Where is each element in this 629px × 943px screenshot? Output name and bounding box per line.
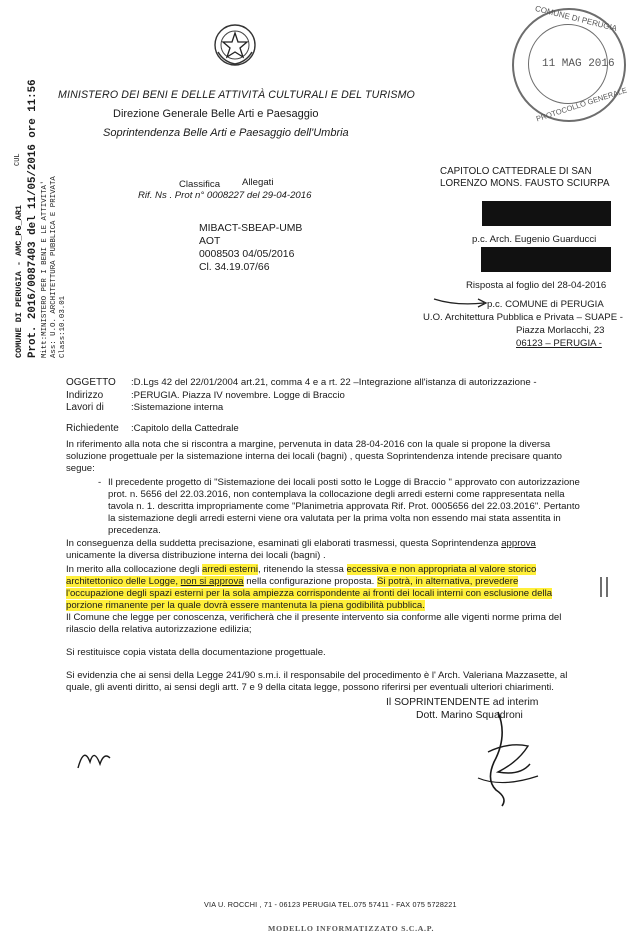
directorate-name: Direzione Generale Belle Arti e Paesaggio [113,108,319,120]
side-stamp-line-5: Class:10.03.01 [59,295,67,358]
merit-1d-highlight: eccessiva e non appropriata al valore storico [346,564,537,575]
allegati-label: Allegati [242,177,274,188]
margin-marks-icon [598,576,612,598]
ministry-name: MINISTERO DEI BENI E DELLE ATTIVITÀ CULTURALI E DEL TURISMO [58,89,415,101]
republic-emblem-icon [212,22,258,68]
merit-4-highlight: porzione rimanente per la quale dovrà essere mantenuta la piena godibilità pubblica. [66,600,425,611]
side-stamp-line-1: COMUNE DI PERUGIA - AMC_PG_AR1 [14,204,24,358]
initials-mark-icon [74,742,114,772]
body-p3-line2: rilascio della relativa autorizzazione edilizia; [66,624,252,635]
signatory-title: Il SOPRINTENDENTE ad interim [386,697,539,708]
reply-reference: Risposta al foglio del 28-04-2016 [466,280,607,291]
cc-architect: p.c. Arch. Eugenio Guarducci [472,234,597,245]
approva-word: approva [501,538,536,549]
merit-2b-highlight: non si approva [180,576,244,587]
merit-line-2 [66,576,518,587]
recipient-office: U.O. Architettura Pubblica e Privata – SUAPE - [423,312,623,323]
bullet-line-4: la sistemazione degli arredi esterni viene ora valutata per la prima volta non essendo mai stata assentita in [108,513,561,524]
bullet-line-3: tavola n. 1. descritta impropriamente come "Planimetria approvata Rif. Prot. 0005656 del 22.03.2016". Pertanto [108,501,580,512]
lavori-label: Lavori di [66,402,104,413]
handwritten-arrow-icon [432,296,490,310]
signatory-name: Dott. Marino Squadroni [416,710,523,721]
body-p3-line1: Il Comune che legge per conoscenza, verificherà che il presente intervento sia conforme alle vigenti norme prima del [66,612,562,623]
bullet-dash: - [98,477,102,488]
oggetto-text: :D.Lgs 42 del 22/01/2004 art.21, comma 4 e a rt. 22 –Integrazione all'istanza di autorizzazione - [131,377,537,388]
merit-1b-highlight: arredi esterni [202,564,258,575]
handwritten-signature-icon [468,706,548,810]
merit-2a-highlight: architettonico delle Logge, [66,576,181,587]
consequence-line-2: unicamente la diversa distribuzione interna dei locali (bagni) . [66,550,326,561]
cc-comune: p.c. COMUNE di PERUGIA [487,299,604,310]
consequence-text: In conseguenza della suddetta precisazione, esaminati gli elaborati trasmessi, questa Soprintendenza [66,538,499,549]
stamp-date: 11 MAG 2016 [542,58,615,70]
richiedente-label: Richiedente [66,423,119,434]
merit-2d-highlight: Si potrà, in alternativa, prevedere [376,576,519,587]
side-stamp-line-2: Prot. 2016/0087403 del 11/05/2016 ore 11:56 [27,79,39,358]
merit-line-1 [66,564,536,575]
footer-address: VIA U. ROCCHI , 71 - 06123 PERUGIA TEL.075 57411 - FAX 075 5728221 [204,900,457,909]
superintendence-name: Soprintendenza Belle Arti e Paesaggio dell'Umbria [103,127,349,139]
side-stamp-line-3: Mitt:MINISTERO PER I BENI E LE ATTIVITA' [41,180,49,358]
classifica-label: Classifica [179,179,221,190]
merit-2c: nella configurazione proposta. [243,576,377,587]
classification-code: Cl. 34.19.07/66 [199,262,270,273]
stamp-ring-text: COMUNE DI PERUGIA [534,3,618,34]
recipient-street: Piazza Morlacchi, 23 [516,325,605,336]
indirizzo-label: Indirizzo [66,390,104,401]
aot-code: AOT [199,236,221,247]
redaction-box-1 [482,201,611,226]
protocol-number: 0008503 04/05/2016 [199,249,295,260]
recipient-line-1: CAPITOLO CATTEDRALE DI SAN [440,166,592,177]
merit-1c: , ritenendo la stessa [258,564,347,575]
recipient-city: 06123 – PERUGIA - [516,338,602,349]
recipient-line-2: LORENZO MONS. FAUSTO SCIURPA [440,178,610,189]
side-stamp-line-4: Ass: U.O. ARCHITETTURA PUBBLICA E PRIVATA [50,176,58,358]
richiedente-text: :Capitolo della Cattedrale [131,423,239,434]
bullet-line-2: prot. n. 5656 del 22.03.2016, non contemplava la collocazione degli arredi esterni come rappresentata nella [108,489,565,500]
merit-line-3 [66,588,552,599]
body-p1-line3: segue: [66,463,95,474]
side-stamp-cul: CUL [14,153,22,166]
merit-line-4 [66,600,425,611]
redaction-box-2 [481,247,611,272]
body-p5-line1: Si evidenzia che ai sensi della Legge 241/90 s.m.i. il responsabile del procedimento è l' Arch. Valeriana Mazzasette, al [66,670,568,681]
stamp-bottom-text: PROTOCOLLO GENERALE [534,85,628,124]
merit-1a: In merito alla collocazione degli [66,564,202,575]
consequence-line-1 [66,538,536,549]
office-code: MIBACT-SBEAP-UMB [199,223,303,234]
reference-protocol: Rif. Ns . Prot n° 0008227 del 29-04-2016 [138,190,312,201]
bullet-line-5: precedenza. [108,525,161,536]
protocol-stamp [512,3,628,124]
lavori-text: :Sistemazione interna [131,402,224,413]
vertical-protocol-stamp [8,79,70,360]
footer-model: MODELLO INFORMATIZZATO S.C.A.P. [268,924,435,933]
oggetto-label: OGGETTO [66,377,116,388]
indirizzo-text: :PERUGIA. Piazza IV novembre. Logge di Braccio [131,390,345,401]
body-p4: Si restituisce copia vistata della documentazione progettuale. [66,647,326,658]
body-p1-line1: In riferimento alla nota che si riscontra a margine, pervenuta in data 28-04-2016 con la quale si propone la diversa [66,439,551,450]
body-p1-line2: soluzione progettuale per la sistemazione interna dei locali (bagni) , questa Soprintendenza intende precisare quanto [66,451,562,462]
body-p5-line2: quale, gli aventi diritto, ai sensi degli artt. 7 e 9 della citata legge, possono riferirsi per eventuali ulteriori chiarimenti. [66,682,554,693]
merit-3-highlight: l'occupazione degli spazi esterni per la sola ampiezza corrispondente ai fronti dei locali interni con esclusione della [66,588,553,599]
bullet-line-1: Il precedente progetto di "Sistemazione dei locali posti sotto le Logge di Braccio " approvato con autorizzazione [108,477,580,488]
